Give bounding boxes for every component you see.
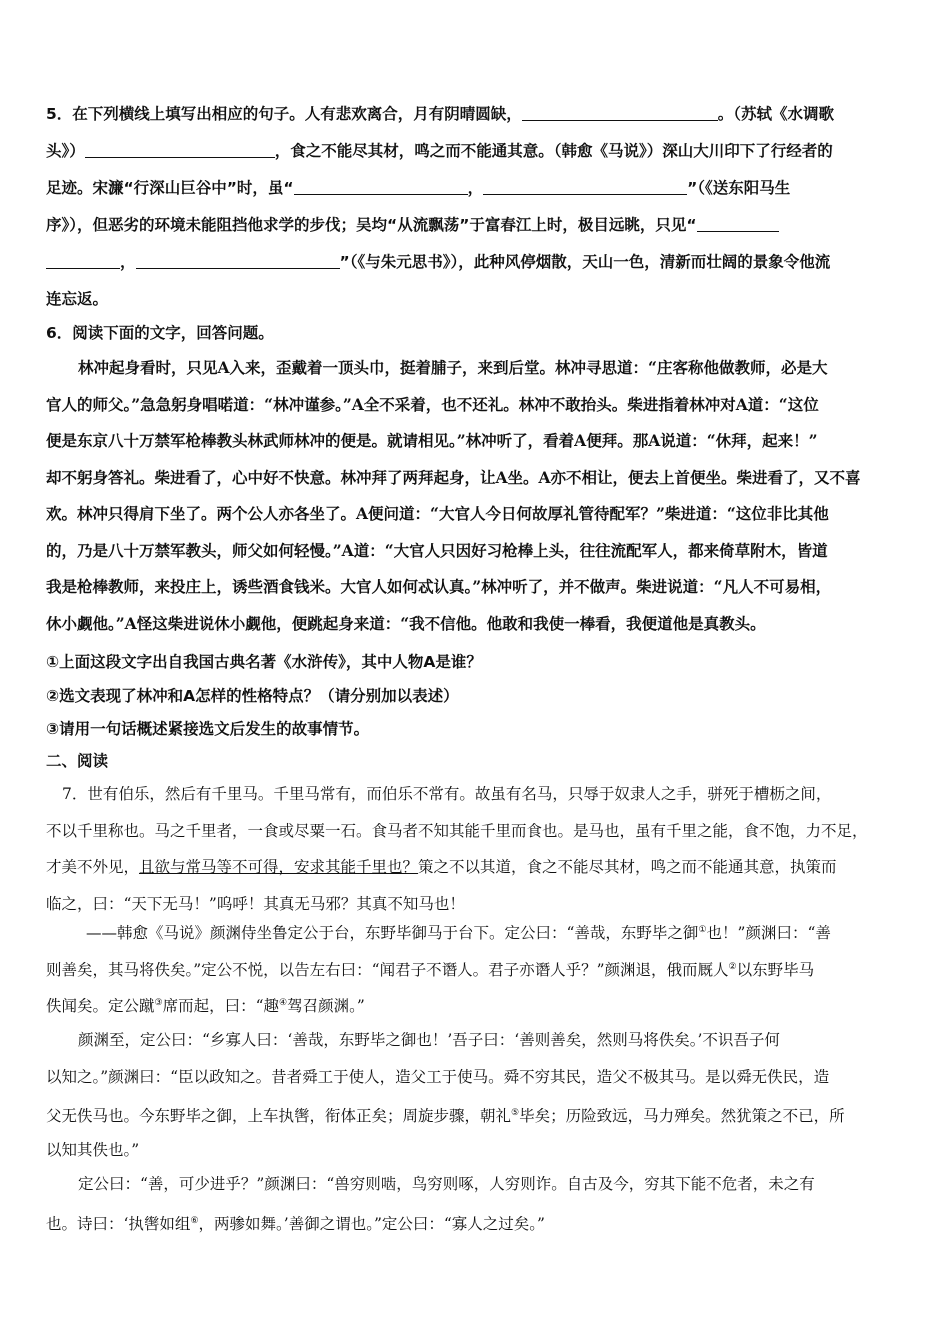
footnote-marker: ③ — [154, 998, 163, 1008]
footnote-marker: ① — [698, 925, 707, 935]
yan-p2-line-4: 以知其佚也。” — [46, 1140, 140, 1159]
passage-line: 欢。林冲只得肩下坐了。两个公人亦各坐了。A便问道：“大官人今日何故厚礼管待配军？”柴进道：“这位非比其他 — [46, 504, 829, 523]
yan-line-2: 则善矣，其马将佚矣。”定公不悦，以告左右曰：“闻君子不谮人。君子亦谮人乎？”颜渊退，俄而厩人②以东野毕马 — [46, 960, 815, 979]
yan-p3-line-1: 定公曰：“善，可少进乎？”颜渊曰：“兽穷则啮，鸟穷则啄，人穷则诈。自古及今，穷其下能不危者，未之有 — [78, 1175, 815, 1193]
footnote-marker: ④ — [279, 998, 288, 1008]
q5-line-3: 足迹。宋濂“行深山巨谷中”时，虽“ ， ”（《送东阳马生 — [46, 179, 791, 197]
answer-blank[interactable] — [697, 217, 779, 232]
question-7 — [46, 776, 908, 922]
passage-line: 的，乃是八十万禁军教头，师父如何轻慢。”A道：“大官人只因好习枪棒上头，往往流配军人，都来倚草附木，皆道 — [46, 540, 828, 560]
q5-line-2: 头》） ，食之不能尽其材，鸣之而不能通其意。（韩愈《马说》）深山大川印下了行经者的 — [46, 142, 833, 160]
q5-line-1: 5．在下列横线上填写出相应的句子。人有悲欢离合，月有阴晴圆缺， 。（苏轼《水调歌 — [46, 105, 835, 123]
q7-line-4: 临之，曰：“天下无马！”呜呼！其真无马邪？其真不知马也！ — [46, 894, 465, 913]
answer-blank[interactable] — [483, 180, 687, 195]
q7-line-3: 才美不外见，且欲与常马等不可得，安求其能千里也？策之不以其道，食之不能尽其材，鸣之而不能通其意，执策而 — [46, 858, 837, 876]
q5-line-6: 连忘返。 — [46, 290, 109, 308]
question-5 — [46, 96, 908, 318]
q6-passage — [46, 350, 908, 642]
passage-line: 便是东京八十万禁军枪棒教头林武师林冲的便是。就请相见。”林冲听了，看着A便拜。那A说道：“休拜，起来！” — [46, 431, 818, 450]
sub-question-3: ③请用一句话概述紧接选文后发生的故事情节。 — [46, 720, 370, 738]
yan-p2-line-1: 颜渊至，定公曰：“乡寡人曰：‘善哉，东野毕之御也！’吾子曰：‘善则善矣，然则马将佚矣。’不识吾子何 — [78, 1031, 780, 1049]
answer-blank[interactable] — [522, 106, 718, 121]
yan-line-1: ——韩愈《马说》颜渊侍坐鲁定公于台，东野毕御马于台下。定公曰：“善哉，东野毕之御①也！”颜渊曰：“善 — [86, 924, 831, 943]
q5-line-5: ， ”（《与朱元思书》），此种风停烟散，天山一色，清新而壮阔的景象令他流 — [46, 244, 908, 281]
underlined-sentence: 且欲与常马等不可得，安求其能千里也？ — [139, 858, 419, 876]
passage-line: 林冲起身看时，只见A入来，歪戴着一顶头巾，挺着脯子，来到后堂。林冲寻思道：“庄客称他做教师，必是大 — [78, 358, 828, 377]
yan-paragraph-2 — [46, 1022, 908, 1168]
footnote-marker: ⑥ — [190, 1215, 199, 1226]
answer-blank[interactable] — [136, 254, 340, 269]
sub-question-1: ①上面这段文字出自我国古典名著《水浒传》，其中人物A是谁？ — [46, 653, 482, 671]
footnote-marker: ② — [728, 961, 737, 972]
answer-blank[interactable] — [294, 180, 468, 195]
yan-p3-line-2: 也。诗曰：‘执辔如组⑥，两骖如舞。’善御之谓也。”定公曰：“寡人之过矣。” — [46, 1214, 545, 1233]
passage-line: 官人的师父。”急急躬身唱喏道：“林冲谨参。”A全不采着，也不还礼。林冲不敢抬头。柴进指着林冲对A道：“这位 — [46, 394, 819, 414]
passage-line: 休小觑他。”A怪这柴进说休小觑他，便跳起身来道：“我不信他。他敢和我使一棒看，我便道他是真教头。 — [46, 613, 766, 633]
answer-blank[interactable] — [85, 143, 275, 158]
answer-blank[interactable] — [46, 254, 120, 269]
yan-line-3: 佚闻矣。定公蹴③席而起，曰：“趣④驾召颜渊。” — [46, 997, 365, 1016]
yan-yuan-passage — [46, 912, 908, 1022]
passage-line: 却不躬身答礼。柴进看了，心中好不快意。林冲拜了两拜起身，让A坐。A亦不相让，便去上首便坐。柴进看了，又不喜 — [46, 467, 861, 487]
footnote-marker: ⑤ — [511, 1108, 520, 1118]
sub-question-2: ②选文表现了林冲和A怎样的性格特点？（请分别加以表述） — [46, 686, 459, 705]
yan-p2-line-3: 父无佚马也。今东野毕之御，上车执辔，衔体正矣；周旋步骤，朝礼⑤毕矣；历险致远，马力殚矣。然犹策之不已，所 — [46, 1107, 845, 1126]
q7-line-1: 7．世有伯乐，然后有千里马。千里马常有，而伯乐不常有。故虽有名马，只辱于奴隶人之手，骈死于槽枥之间， — [62, 785, 832, 803]
q5-line-4: 序》），但恶劣的环境未能阻挡他求学的步伐；吴均“从流飘荡”于富春江上时，极目远眺，只见“ — [46, 207, 908, 244]
yan-paragraph-3 — [46, 1166, 908, 1239]
q6-questions — [46, 646, 908, 747]
q6-heading: 6．阅读下面的文字，回答问题。 — [46, 324, 274, 342]
passage-line: 我是枪棒教师，来投庄上，诱些酒食钱米。大官人如何忒认真。”林冲听了，并不做声。柴进说道：“凡人不可易相， — [46, 577, 832, 596]
q7-line-2: 不以千里称也。马之千里者，一食或尽粟一石。食马者不知其能千里而食也。是马也，虽有千里之能，食不饱，力不足， — [46, 821, 868, 840]
yan-p2-line-2: 以知之。”颜渊曰：“臣以政知之。昔者舜工于使人，造父工于使马。舜不穷其民，造父不极其马。是以舜无佚民，造 — [46, 1067, 830, 1086]
section-2-heading: 二、阅读 — [46, 752, 109, 770]
